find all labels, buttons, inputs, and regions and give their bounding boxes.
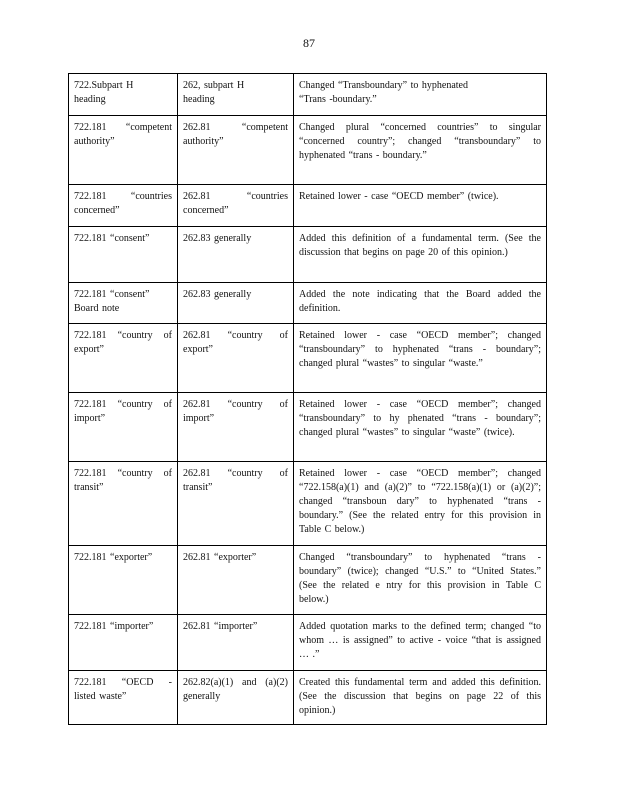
change-note-cell: Changed “Transboundary” to hyphenated “Trans -boundary.” <box>294 74 547 116</box>
change-note-cell: Added the note indicating that the Board added the definition. <box>294 283 547 324</box>
change-note-cell: Retained lower - case “OECD member”; changed “transboundary” to hy phenated “trans - boundary”; changed plural “wastes” to singular “waste” (twice). <box>294 393 547 462</box>
table-row <box>69 671 547 725</box>
table-row <box>69 462 547 546</box>
new-section-cell: 262, subpart H heading <box>178 74 294 116</box>
old-section-cell: 722.181 “country of export” <box>69 324 178 393</box>
old-section-cell: 722.181 “exporter” <box>69 546 178 615</box>
change-note-cell: Retained lower - case “OECD member” (twice). <box>294 185 547 227</box>
table-row <box>69 227 547 283</box>
new-section-cell: 262.81 “country of import” <box>178 393 294 462</box>
new-section-cell: 262.82(a)(1) and (a)(2) generally <box>178 671 294 725</box>
table-row <box>69 74 547 116</box>
table-row <box>69 116 547 185</box>
table-row <box>69 324 547 393</box>
change-note-cell: Retained lower - case “OECD member”; changed “722.158(a)(1) and (a)(2)” to “722.158(a)(1) or (a)(2)”; changed “transboun dary” to hyphenated “trans -boundary.” (See the related entry for this provision in Table C below.) <box>294 462 547 546</box>
change-note-cell: Added quotation marks to the defined term; changed “to whom … is assigned” to active - voice “that is assigned … .” <box>294 615 547 671</box>
old-section-cell: 722.Subpart H heading <box>69 74 178 116</box>
new-section-cell: 262.81 “country of transit” <box>178 462 294 546</box>
change-note-cell: Changed plural “concerned countries” to singular “concerned country”; changed “transboundary” to hyphenated “trans - boundary.” <box>294 116 547 185</box>
old-section-cell: 722.181 “countries concerned” <box>69 185 178 227</box>
new-section-cell: 262.81 “exporter” <box>178 546 294 615</box>
change-note-cell: Retained lower - case “OECD member”; changed “transboundary” to hyphenated “trans - boundary”; changed plural “wastes” to singular “waste.” <box>294 324 547 393</box>
page-number: 87 <box>303 36 315 50</box>
old-section-cell: 722.181 “consent” Board note <box>69 283 178 324</box>
old-section-cell: 722.181 “OECD - listed waste” <box>69 671 178 725</box>
table-row <box>69 185 547 227</box>
new-section-cell: 262.81 “countries concerned” <box>178 185 294 227</box>
old-section-cell: 722.181 “country of transit” <box>69 462 178 546</box>
table-row <box>69 546 547 615</box>
change-note-cell: Created this fundamental term and added this definition. (See the discussion that begins on page 22 of this opinion.) <box>294 671 547 725</box>
table-row <box>69 283 547 324</box>
new-section-cell: 262.81 “importer” <box>178 615 294 671</box>
new-section-cell: 262.83 generally <box>178 227 294 283</box>
new-section-cell: 262.81 “competent authority” <box>178 116 294 185</box>
old-section-cell: 722.181 “country of import” <box>69 393 178 462</box>
table-row <box>69 393 547 462</box>
conversion-table <box>68 73 547 725</box>
old-section-cell: 722.181 “importer” <box>69 615 178 671</box>
new-section-cell: 262.83 generally <box>178 283 294 324</box>
table-row <box>69 615 547 671</box>
old-section-cell: 722.181 “consent” <box>69 227 178 283</box>
change-note-cell: Changed “transboundary” to hyphenated “trans - boundary” (twice); changed “U.S.” to “United States.” (See the related e ntry for this provision in Table C below.) <box>294 546 547 615</box>
new-section-cell: 262.81 “country of export” <box>178 324 294 393</box>
old-section-cell: 722.181 “competent authority” <box>69 116 178 185</box>
change-note-cell: Added this definition of a fundamental term. (See the discussion that begins on page 20 of this opinion.) <box>294 227 547 283</box>
